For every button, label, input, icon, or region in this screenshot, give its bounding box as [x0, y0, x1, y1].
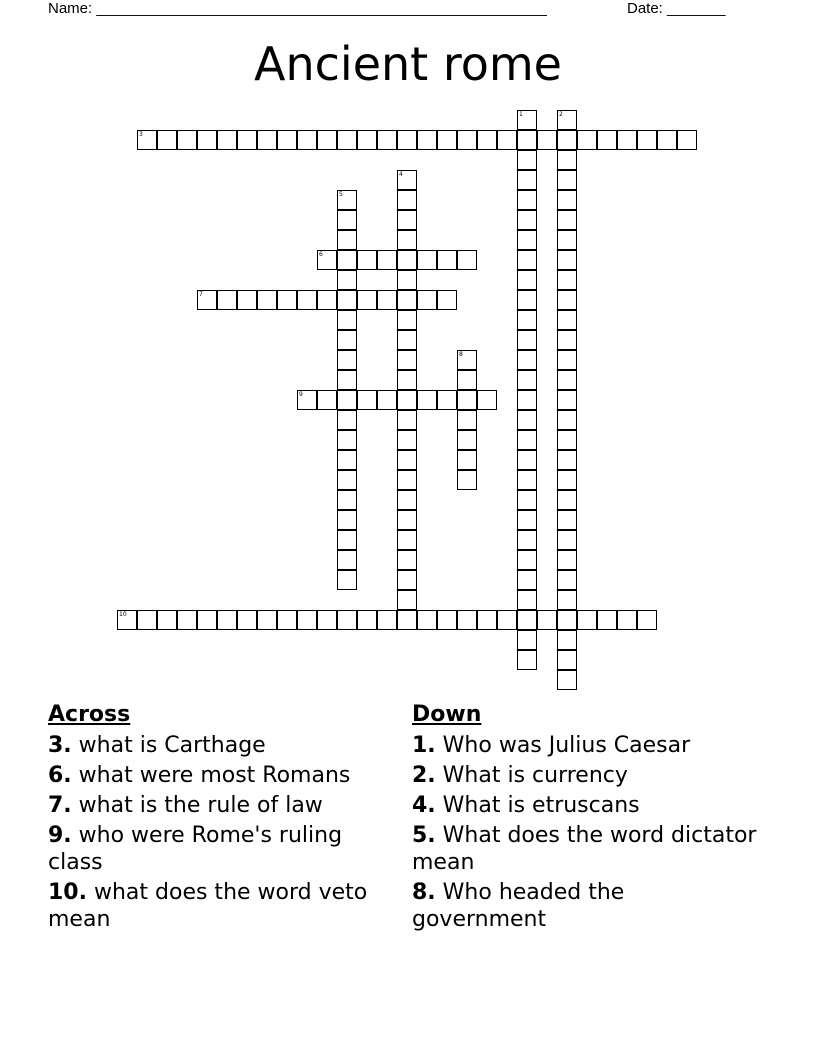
grid-cell[interactable]	[557, 210, 577, 230]
grid-cell[interactable]	[417, 250, 437, 270]
grid-cell[interactable]	[437, 130, 457, 150]
down-clue	[412, 732, 757, 759]
clue-number-label: 5	[339, 191, 343, 198]
grid-cell[interactable]	[277, 130, 297, 150]
grid-cell[interactable]	[457, 610, 477, 630]
grid-cell[interactable]	[377, 250, 397, 270]
name-field-label: Name: ______________________________________________________	[48, 0, 547, 17]
down-clue	[412, 879, 757, 933]
grid-cell[interactable]	[557, 590, 577, 610]
grid-cell[interactable]	[337, 450, 357, 470]
grid-cell[interactable]	[557, 330, 577, 350]
clue-number-label: 8	[459, 351, 463, 358]
clue-number: 7.	[48, 793, 72, 818]
grid-cell[interactable]	[517, 610, 537, 630]
grid-cell[interactable]	[177, 130, 197, 150]
grid-cell[interactable]	[397, 590, 417, 610]
clue-text: what is the rule of law	[78, 793, 323, 818]
grid-cell[interactable]	[457, 430, 477, 450]
grid-cell[interactable]	[517, 210, 537, 230]
grid-cell[interactable]	[397, 270, 417, 290]
grid-cell[interactable]	[357, 130, 377, 150]
grid-cell[interactable]	[357, 250, 377, 270]
across-clue	[48, 879, 393, 933]
grid-cell[interactable]	[397, 530, 417, 550]
grid-cell[interactable]	[337, 330, 357, 350]
down-clue	[412, 822, 757, 876]
grid-cell[interactable]	[317, 610, 337, 630]
grid-cell[interactable]	[257, 290, 277, 310]
grid-cell[interactable]	[397, 370, 417, 390]
grid-cell[interactable]	[557, 410, 577, 430]
clue-number-label: 1	[519, 111, 523, 118]
grid-cell[interactable]	[337, 410, 357, 430]
clue-number: 9.	[48, 823, 72, 848]
down-heading: Down	[412, 702, 482, 727]
grid-cell[interactable]	[557, 150, 577, 170]
grid-cell[interactable]	[137, 610, 157, 630]
clue-text: What is etruscans	[442, 793, 640, 818]
grid-cell[interactable]	[557, 530, 577, 550]
grid-cell[interactable]	[517, 230, 537, 250]
clue-number: 5.	[412, 823, 436, 848]
grid-cell[interactable]	[517, 650, 537, 670]
grid-cell[interactable]	[337, 570, 357, 590]
grid-cell[interactable]	[417, 130, 437, 150]
clue-number: 4.	[412, 793, 436, 818]
grid-cell[interactable]	[157, 610, 177, 630]
clue-number: 6.	[48, 763, 72, 788]
clue-number: 8.	[412, 880, 436, 905]
grid-cell[interactable]	[317, 290, 337, 310]
clue-number: 1.	[412, 733, 436, 758]
grid-cell[interactable]	[237, 610, 257, 630]
grid-cell[interactable]	[217, 130, 237, 150]
grid-cell[interactable]	[457, 350, 477, 370]
clue-text: what does the word veto mean	[48, 880, 368, 932]
grid-cell[interactable]	[457, 410, 477, 430]
clue-number: 10.	[48, 880, 87, 905]
grid-cell[interactable]	[417, 390, 437, 410]
grid-cell[interactable]	[557, 290, 577, 310]
grid-cell[interactable]	[357, 290, 377, 310]
grid-cell[interactable]	[337, 610, 357, 630]
grid-cell[interactable]	[557, 310, 577, 330]
across-clue	[48, 732, 393, 759]
grid-cell[interactable]	[437, 390, 457, 410]
clue-number-label: 2	[559, 111, 563, 118]
grid-cell[interactable]	[557, 370, 577, 390]
grid-cell[interactable]	[337, 210, 357, 230]
clue-number-label: 9	[299, 391, 303, 398]
across-clue	[48, 792, 393, 819]
grid-cell[interactable]	[397, 190, 417, 210]
grid-cell[interactable]	[397, 510, 417, 530]
grid-cell[interactable]	[337, 550, 357, 570]
grid-cell[interactable]	[457, 450, 477, 470]
grid-cell[interactable]	[297, 130, 317, 150]
grid-cell[interactable]	[397, 210, 417, 230]
grid-cell[interactable]	[517, 470, 537, 490]
grid-cell[interactable]	[337, 250, 357, 270]
grid-cell[interactable]	[577, 130, 597, 150]
grid-cell[interactable]	[397, 350, 417, 370]
grid-cell[interactable]	[157, 130, 177, 150]
grid-cell[interactable]	[337, 430, 357, 450]
grid-cell[interactable]	[337, 350, 357, 370]
grid-cell[interactable]	[557, 470, 577, 490]
grid-cell[interactable]	[457, 250, 477, 270]
puzzle-title: Ancient rome	[254, 37, 562, 91]
grid-cell[interactable]	[517, 370, 537, 390]
grid-cell[interactable]	[397, 430, 417, 450]
grid-cell[interactable]	[317, 250, 337, 270]
grid-cell[interactable]	[517, 490, 537, 510]
across-clues	[48, 700, 393, 936]
clue-number: 2.	[412, 763, 436, 788]
grid-cell[interactable]	[177, 610, 197, 630]
grid-cell[interactable]	[517, 130, 537, 150]
grid-cell[interactable]	[277, 290, 297, 310]
grid-cell[interactable]	[517, 330, 537, 350]
grid-cell[interactable]	[337, 370, 357, 390]
grid-cell[interactable]	[557, 130, 577, 150]
grid-cell[interactable]	[517, 310, 537, 330]
grid-cell[interactable]	[337, 130, 357, 150]
grid-cell[interactable]	[337, 390, 357, 410]
grid-cell[interactable]	[557, 630, 577, 650]
grid-cell[interactable]	[557, 570, 577, 590]
date-field-label: Date: _______	[627, 0, 726, 17]
grid-cell[interactable]	[537, 130, 557, 150]
grid-cell[interactable]	[517, 590, 537, 610]
grid-cell[interactable]	[477, 130, 497, 150]
down-clue	[412, 792, 757, 819]
grid-cell[interactable]	[557, 170, 577, 190]
grid-cell[interactable]	[497, 610, 517, 630]
clue-number: 3.	[48, 733, 72, 758]
grid-cell[interactable]	[497, 130, 517, 150]
grid-cell[interactable]	[517, 190, 537, 210]
grid-cell[interactable]	[337, 530, 357, 550]
down-clues	[412, 700, 757, 936]
grid-cell[interactable]	[257, 130, 277, 150]
across-clue	[48, 762, 393, 789]
grid-cell[interactable]	[377, 390, 397, 410]
grid-cell[interactable]	[357, 610, 377, 630]
grid-cell[interactable]	[397, 550, 417, 570]
grid-cell[interactable]	[557, 430, 577, 450]
grid-cell[interactable]	[577, 610, 597, 630]
grid-cell[interactable]	[397, 250, 417, 270]
grid-cell[interactable]	[397, 450, 417, 470]
clue-number-label: 10	[119, 611, 127, 618]
grid-cell[interactable]	[557, 450, 577, 470]
grid-cell[interactable]	[557, 670, 577, 690]
clue-text: who were Rome's ruling class	[48, 823, 343, 875]
grid-cell[interactable]	[517, 450, 537, 470]
grid-cell[interactable]	[617, 610, 637, 630]
clue-number-label: 3	[139, 131, 143, 138]
grid-cell[interactable]	[517, 390, 537, 410]
grid-cell[interactable]	[397, 410, 417, 430]
grid-cell[interactable]	[397, 130, 417, 150]
grid-cell[interactable]	[137, 130, 157, 150]
grid-cell[interactable]	[557, 350, 577, 370]
grid-cell[interactable]	[557, 510, 577, 530]
grid-cell[interactable]	[417, 610, 437, 630]
grid-cell[interactable]	[557, 250, 577, 270]
grid-cell[interactable]	[217, 290, 237, 310]
grid-cell[interactable]	[337, 270, 357, 290]
grid-cell[interactable]	[557, 490, 577, 510]
grid-cell[interactable]	[397, 490, 417, 510]
clue-number-label: 4	[399, 171, 403, 178]
grid-cell[interactable]	[317, 390, 337, 410]
grid-cell[interactable]	[397, 330, 417, 350]
grid-cell[interactable]	[357, 390, 377, 410]
grid-cell[interactable]	[117, 610, 137, 630]
grid-cell[interactable]	[397, 390, 417, 410]
grid-cell[interactable]	[537, 610, 557, 630]
grid-cell[interactable]	[477, 610, 497, 630]
clue-text: what is Carthage	[78, 733, 266, 758]
grid-cell[interactable]	[397, 310, 417, 330]
grid-cell[interactable]	[557, 110, 577, 130]
grid-cell[interactable]	[597, 130, 617, 150]
grid-cell[interactable]	[437, 610, 457, 630]
grid-cell[interactable]	[517, 570, 537, 590]
grid-cell[interactable]	[677, 130, 697, 150]
grid-cell[interactable]	[297, 610, 317, 630]
grid-cell[interactable]	[517, 270, 537, 290]
grid-cell[interactable]	[557, 610, 577, 630]
grid-cell[interactable]	[617, 130, 637, 150]
grid-cell[interactable]	[337, 490, 357, 510]
grid-cell[interactable]	[477, 390, 497, 410]
grid-cell[interactable]	[297, 290, 317, 310]
grid-cell[interactable]	[277, 610, 297, 630]
grid-cell[interactable]	[517, 290, 537, 310]
clue-number-label: 6	[319, 251, 323, 258]
grid-cell[interactable]	[517, 550, 537, 570]
grid-cell[interactable]	[397, 290, 417, 310]
clue-text: Who headed the government	[412, 880, 625, 932]
grid-cell[interactable]	[457, 470, 477, 490]
grid-cell[interactable]	[377, 610, 397, 630]
grid-cell[interactable]	[337, 190, 357, 210]
grid-cell[interactable]	[397, 570, 417, 590]
grid-cell[interactable]	[457, 390, 477, 410]
grid-cell[interactable]	[377, 130, 397, 150]
grid-cell[interactable]	[237, 130, 257, 150]
clue-text: what were most Romans	[78, 763, 351, 788]
grid-cell[interactable]	[517, 250, 537, 270]
grid-cell[interactable]	[437, 290, 457, 310]
grid-cell[interactable]	[257, 610, 277, 630]
across-clue	[48, 822, 393, 876]
grid-cell[interactable]	[197, 290, 217, 310]
clue-text: Who was Julius Caesar	[442, 733, 691, 758]
grid-cell[interactable]	[557, 650, 577, 670]
grid-cell[interactable]	[297, 390, 317, 410]
grid-cell[interactable]	[197, 130, 217, 150]
grid-cell[interactable]	[337, 310, 357, 330]
grid-cell[interactable]	[197, 610, 217, 630]
grid-cell[interactable]	[337, 470, 357, 490]
grid-cell[interactable]	[517, 110, 537, 130]
grid-cell[interactable]	[517, 410, 537, 430]
grid-cell[interactable]	[637, 610, 657, 630]
grid-cell[interactable]	[517, 430, 537, 450]
grid-cell[interactable]	[557, 190, 577, 210]
grid-cell[interactable]	[437, 250, 457, 270]
grid-cell[interactable]	[397, 470, 417, 490]
grid-cell[interactable]	[457, 370, 477, 390]
grid-cell[interactable]	[557, 550, 577, 570]
grid-cell[interactable]	[377, 290, 397, 310]
clue-text: What does the word dictator mean	[412, 823, 757, 875]
grid-cell[interactable]	[237, 290, 257, 310]
grid-cell[interactable]	[557, 230, 577, 250]
grid-cell[interactable]	[517, 630, 537, 650]
grid-cell[interactable]	[337, 510, 357, 530]
grid-cell[interactable]	[217, 610, 237, 630]
grid-cell[interactable]	[457, 130, 477, 150]
grid-cell[interactable]	[397, 170, 417, 190]
grid-cell[interactable]	[657, 130, 677, 150]
grid-cell[interactable]	[337, 230, 357, 250]
grid-cell[interactable]	[517, 530, 537, 550]
grid-cell[interactable]	[317, 130, 337, 150]
clue-text: What is currency	[442, 763, 628, 788]
grid-cell[interactable]	[597, 610, 617, 630]
clue-number-label: 7	[199, 291, 203, 298]
grid-cell[interactable]	[557, 270, 577, 290]
grid-cell[interactable]	[557, 390, 577, 410]
grid-cell[interactable]	[397, 230, 417, 250]
grid-cell[interactable]	[517, 150, 537, 170]
grid-cell[interactable]	[517, 170, 537, 190]
down-clue	[412, 762, 757, 789]
grid-cell[interactable]	[337, 290, 357, 310]
grid-cell[interactable]	[397, 610, 417, 630]
grid-cell[interactable]	[637, 130, 657, 150]
across-heading: Across	[48, 702, 131, 727]
grid-cell[interactable]	[517, 510, 537, 530]
grid-cell[interactable]	[417, 290, 437, 310]
grid-cell[interactable]	[517, 350, 537, 370]
